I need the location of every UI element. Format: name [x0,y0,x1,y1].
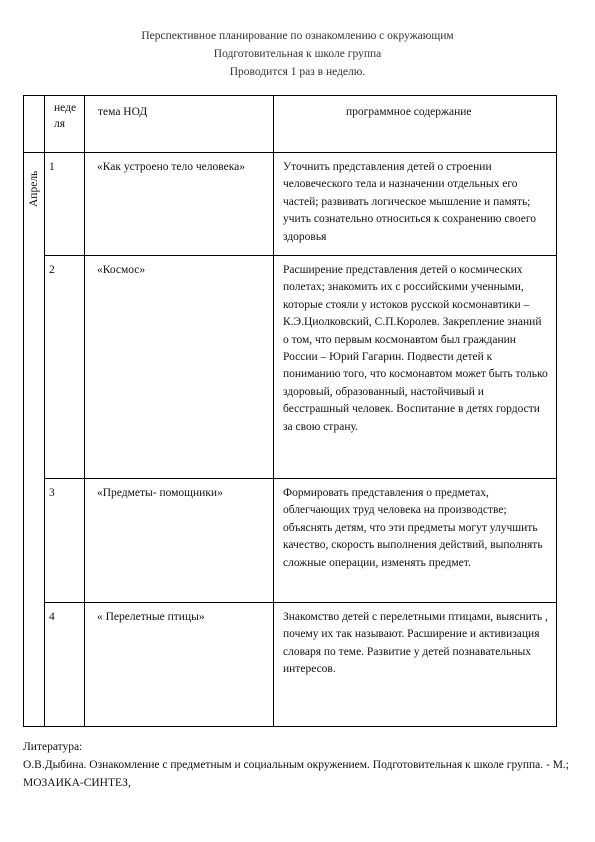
header-group: Подготовительная к школе группа [213,48,382,60]
table-row [24,153,557,256]
header-cell-week: неде ля [45,96,85,153]
content-cell: Уточнить представления детей о строении человеческого тела и назначении отдельных его частей; развивать логическое мышление и память; учить сознательно относиться к сохранению своего здоровья [274,153,557,256]
literature-reference: О.В.Дыбина. Ознакомление с предметным и социальным окружением. Подготовительная к школе группа. - М.; МОЗАИКА-СИНТЕЗ, [23,759,569,789]
planning-table [23,95,557,727]
month-cell [24,153,45,727]
header-title: Перспективное планирование по ознакомлению с окружающим [141,30,454,42]
content-cell: Расширение представления детей о космических полетах; знакомить их с российскими ученными, которые стояли у истоков русской космонавтики – К.Э.Циолковский, С.П.Королев. Закрепление знаний о том, что первым космонавтом был гражданин России – Юрий Гагарин. Подвести детей к пониманию того, что космонавтом может быть только здоровый, образованный, настойчивый и бесстрашный человек. Воспитание в детях гордости за свою страну. [274,256,557,479]
literature-heading: Литература: [23,741,83,753]
table-row [24,479,557,603]
topic-cell: «Как устроено тело человека» [85,153,274,256]
topic-cell: « Перелетные птицы» [85,603,274,727]
week-number: 1 [45,153,85,256]
header-cell-content: программное содержание [274,96,557,153]
month-label: Апрель [28,170,40,207]
table-header-row [24,96,557,153]
table-row [24,603,557,727]
document-header [0,27,595,81]
topic-cell: «Предметы- помощники» [85,479,274,603]
week-number: 3 [45,479,85,603]
topic-cell: «Космос» [85,256,274,479]
header-cell-month [24,96,45,153]
header-cell-topic: тема НОД [85,96,274,153]
table-row [24,256,557,479]
header-frequency: Проводится 1 раз в неделю. [229,66,366,78]
week-number: 2 [45,256,85,479]
content-cell: Формировать представления о предметах, облегчающих труд человека на производстве; объяснять детям, что эти предметы могут улучшить качество, скорость выполнения действий, выполнять сложные операции, изменять предмет. [274,479,557,603]
week-number: 4 [45,603,85,727]
content-cell: Знакомство детей с перелетными птицами, выяснить , почему их так называют. Расширение и активизация словаря по теме. Развитие у детей познавательных интересов. [274,603,557,727]
literature-section [23,738,571,792]
